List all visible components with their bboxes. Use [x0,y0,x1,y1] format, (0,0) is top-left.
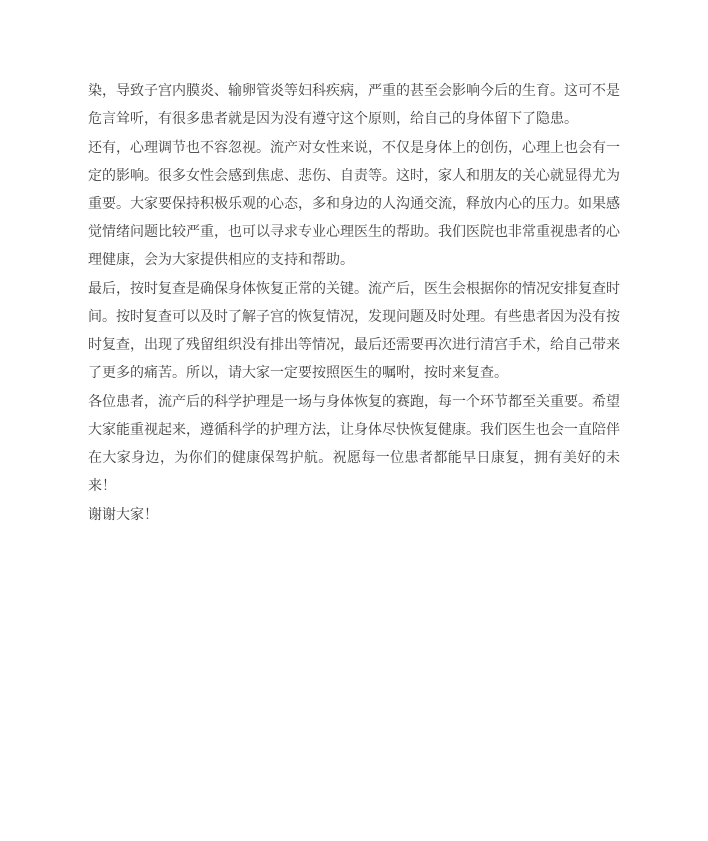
paragraph-psychological-care: 还有，心理调节也不容忽视。流产对女性来说，不仅是身体上的创伤，心理上也会有一定的影响。很多女性会感到焦虑、悲伤、自责等。这时，家人和朋友的关心就显得尤为重要。大家要保持积极乐观的心态，多和身边的人沟通交流，释放内心的压力。如果感觉情绪问题比较严重，也可以寻求专业心理医生的帮助。我们医院也非常重视患者的心理健康，会为大家提供相应的支持和帮助。 [88,139,620,267]
paragraph-follow-up-checkup: 最后，按时复查是确保身体恢复正常的关键。流产后，医生会根据你的情况安排复查时间。按时复查可以及时了解子宫的恢复情况，发现问题及时处理。有些患者因为没有按时复查，出现了残留组织没有排出等情况，最后还需要再次进行清宫手术，给自己带来了更多的痛苦。所以，请大家一定要按照医生的嘱咐，按时来复查。 [88,280,620,380]
paragraph-thanks: 谢谢大家！ [88,506,158,522]
paragraph-continuation: 染，导致子宫内膜炎、输卵管炎等妇科疾病，严重的甚至会影响今后的生育。这可不是危言耸听，有很多患者就是因为没有遵守这个原则，给自己的身体留下了隐患。 [88,82,620,126]
paragraph-closing-summary: 各位患者，流产后的科学护理是一场与身体恢复的赛跑，每一个环节都至关重要。希望大家能重视起来，遵循科学的护理方法，让身体尽快恢复健康。我们医生也会一直陪伴在大家身边，为你们的健康保驾护航。祝愿每一位患者都能早日康复，拥有美好的未来！ [88,393,620,493]
document-body [88,76,620,529]
